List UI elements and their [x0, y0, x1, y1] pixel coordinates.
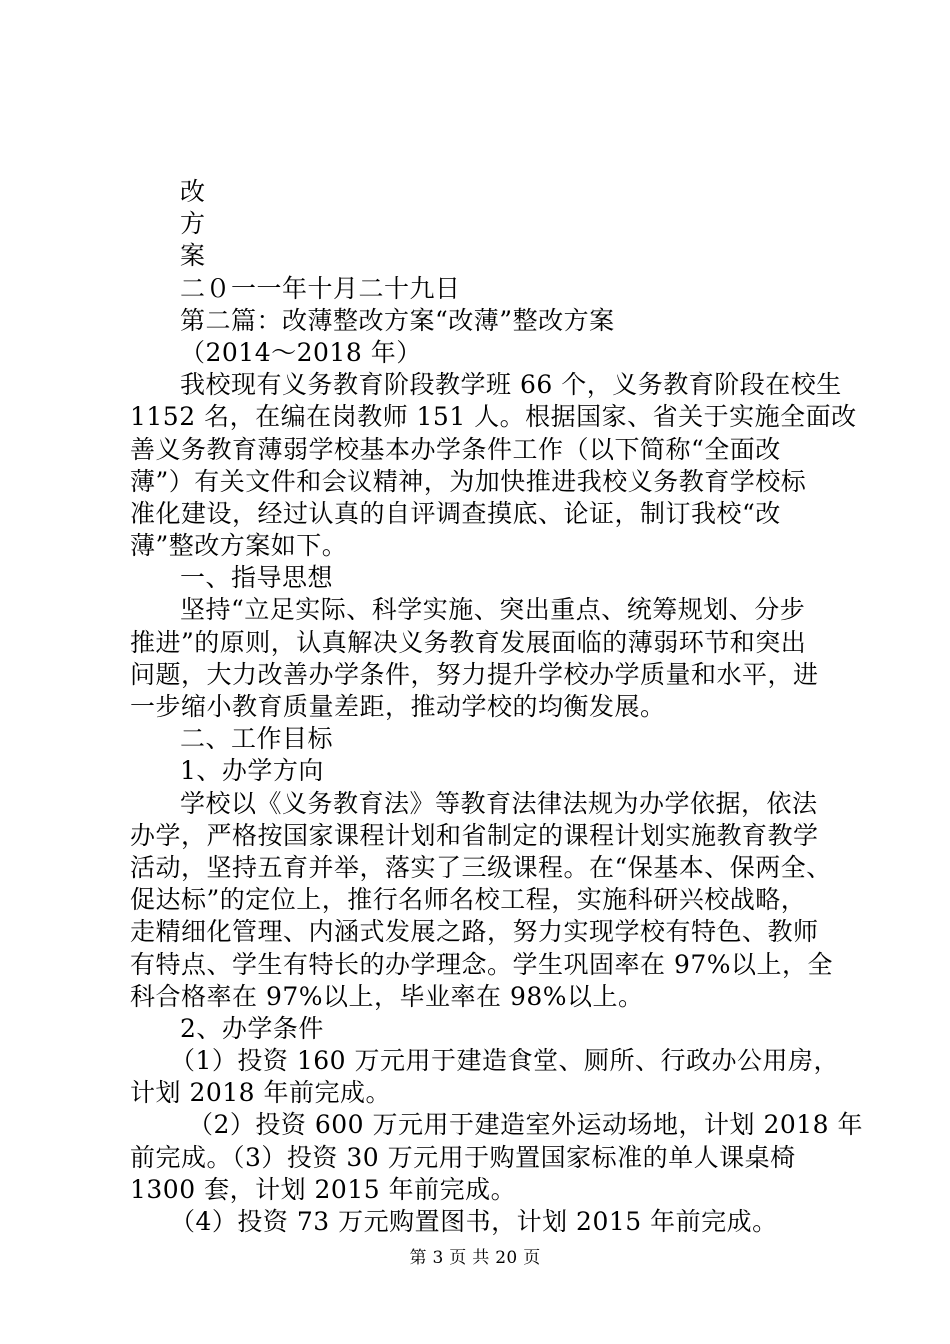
direction-line: 办学，严格按国家课程计划和省制定的课程计划实施教育教学	[130, 820, 819, 850]
condition-item-2-cont: 前完成。（3）投资 30 万元用于购置国家标准的单人课桌椅	[130, 1142, 796, 1172]
direction-line: 科合格率在 97%以上，毕业率在 98%以上。	[130, 981, 644, 1011]
condition-item-1-cont: 计划 2018 年前完成。	[130, 1078, 392, 1108]
page-footer: 第 3 页 共 20 页	[409, 1248, 541, 1268]
direction-line: 学校以《义务教育法》等教育法律法规为办学依据，依法	[180, 788, 818, 818]
guiding-line: 一步缩小教育质量差距，推动学校的均衡发展。	[130, 692, 666, 721]
intro-line: 准化建设，经过认真的自评调查摸底、论证，制订我校“改	[130, 498, 781, 528]
guiding-line: 坚持“立足实际、科学实施、突出重点、统筹规划、分步	[180, 595, 806, 625]
heading-guiding-ideology: 一、指导思想	[180, 563, 334, 593]
document-body	[130, 176, 864, 1238]
direction-line: 走精细化管理、内涵式发展之路，努力实现学校有特色、教师	[130, 917, 819, 947]
subheading-direction: 1、办学方向	[180, 756, 324, 786]
direction-line: 活动，坚持五育并举，落实了三级课程。在“保基本、保两全、	[130, 852, 832, 882]
intro-line: 1152 名，在编在岗教师 151 人。根据国家、省关于实施全面改	[130, 402, 857, 432]
vertical-title-char: 改	[180, 177, 206, 206]
guiding-line: 问题，大力改善办学条件，努力提升学校办学质量和水平，进	[130, 659, 819, 689]
condition-item-1: （1）投资 160 万元用于建造食堂、厕所、行政办公用房，	[170, 1046, 840, 1076]
guiding-line: 推进”的原则，认真解决义务教育发展面临的薄弱环节和突出	[130, 627, 807, 657]
document-date: 二０一一年十月二十九日	[180, 273, 461, 303]
intro-line: 薄”）有关文件和会议精神，为加快推进我校义务教育学校标	[130, 466, 807, 496]
heading-work-goals: 二、工作目标	[180, 724, 334, 754]
condition-item-2: （2）投资 600 万元用于建造室外运动场地，计划 2018 年	[188, 1110, 864, 1140]
period-label: （2014～2018 年）	[180, 337, 422, 367]
intro-line: 薄”整改方案如下。	[130, 531, 348, 561]
direction-line: 促达标”的定位上，推行名师名校工程，实施科研兴校战略，	[130, 885, 807, 915]
condition-item-4: （4）投资 73 万元购置图书，计划 2015 年前完成。	[170, 1207, 778, 1236]
intro-line: 我校现有义务教育阶段教学班 66 个，义务教育阶段在校生	[180, 370, 842, 400]
condition-item-3-cont: 1300 套，计划 2015 年前完成。	[130, 1174, 517, 1204]
subheading-conditions: 2、办学条件	[180, 1013, 324, 1043]
intro-line: 善义务教育薄弱学校基本办学条件工作（以下简称“全面改	[130, 434, 781, 464]
vertical-title-char: 案	[180, 241, 206, 271]
direction-line: 有特点、学生有特长的办学理念。学生巩固率在 97%以上，全	[130, 949, 834, 979]
section-heading: 第二篇：改薄整改方案“改薄”整改方案	[180, 305, 615, 335]
vertical-title-char: 方	[180, 209, 206, 239]
